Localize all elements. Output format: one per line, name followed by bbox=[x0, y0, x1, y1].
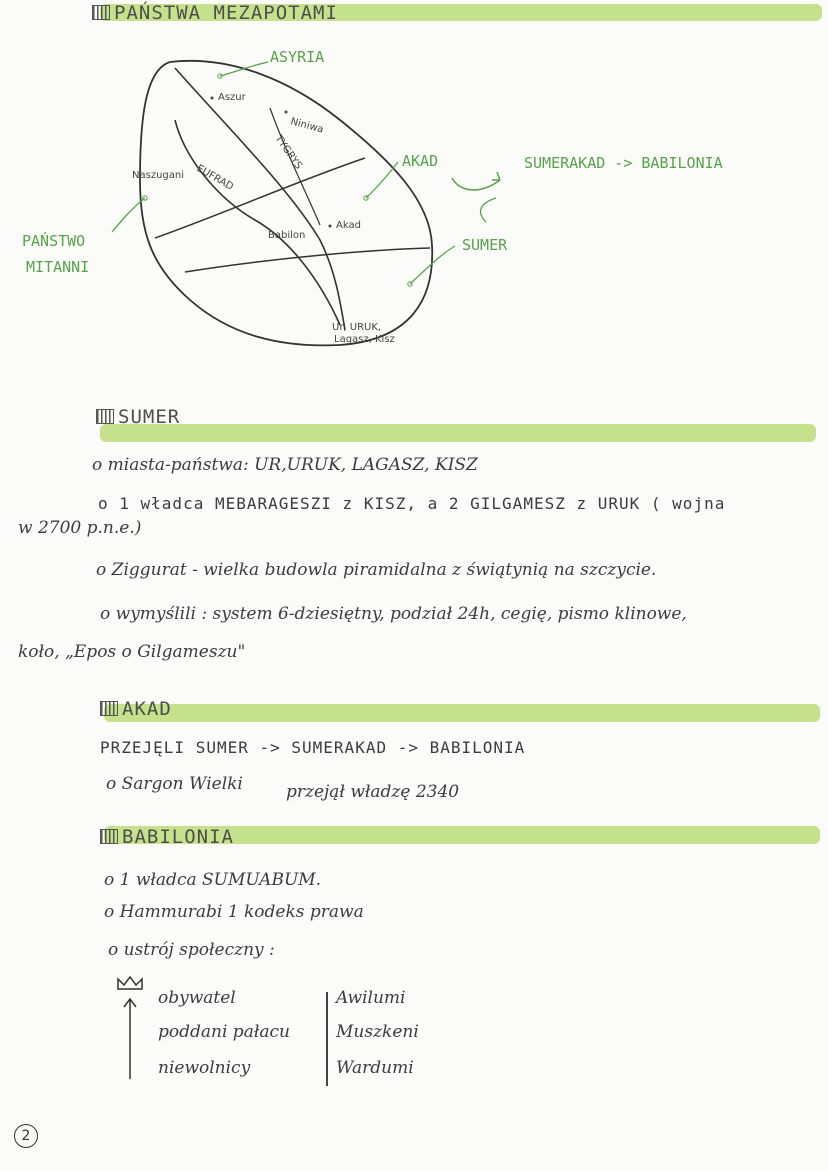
sumer-line-1: o miasta-państwa: UR,URUK, LAGASZ, KISZ bbox=[92, 455, 478, 475]
svg-text:SUMERAKAD -> BABILONIA: SUMERAKAD -> BABILONIA bbox=[524, 154, 723, 172]
mesopotamia-map bbox=[0, 0, 828, 380]
roman-numeral-icon bbox=[100, 829, 118, 844]
svg-text:Niniwa: Niniwa bbox=[289, 116, 325, 136]
babilonia-line-2: o Hammurabi 1 kodeks prawa bbox=[104, 902, 364, 922]
svg-text:TYGRYS: TYGRYS bbox=[272, 133, 304, 172]
social-hierarchy-arrow bbox=[112, 975, 152, 1085]
hierarchy-right-1: Awilumi bbox=[336, 988, 406, 1008]
highlight-bar bbox=[100, 424, 816, 442]
akad-line-1: PRZEJĘLI SUMER -> SUMERAKAD -> BABILONIA bbox=[100, 738, 526, 757]
hierarchy-left-3: niewolnicy bbox=[158, 1058, 251, 1078]
roman-numeral-icon bbox=[96, 409, 114, 424]
crown-icon bbox=[118, 977, 142, 989]
sumer-line-2: o 1 władca MEBARAGESZI z KISZ, a 2 GILGAMESZ z URUK ( wojna bbox=[98, 494, 726, 513]
svg-text:Lagasz, Kisz: Lagasz, Kisz bbox=[334, 334, 395, 345]
page-number: 2 bbox=[14, 1124, 38, 1148]
map-outline bbox=[140, 61, 432, 346]
roman-numeral-icon bbox=[100, 701, 118, 716]
river-eufrad bbox=[175, 120, 340, 325]
sumer-line-3: o Ziggurat - wielka budowla piramidalna z świątynią na szczycie. bbox=[96, 560, 657, 580]
section-heading-akad: AKAD bbox=[100, 698, 172, 720]
svg-text:Akad: Akad bbox=[336, 220, 361, 231]
akad-line-2b: przejął władzę 2340 bbox=[286, 782, 460, 802]
map-border-1 bbox=[155, 158, 365, 238]
svg-text:Aszur: Aszur bbox=[218, 92, 246, 103]
svg-text:PAŃSTWO: PAŃSTWO bbox=[22, 232, 86, 250]
sumer-line-2b: w 2700 p.n.e.) bbox=[18, 518, 142, 538]
highlight-bar bbox=[104, 704, 820, 722]
svg-text:EUFRAD: EUFRAD bbox=[194, 163, 236, 193]
hierarchy-right-3: Wardumi bbox=[336, 1058, 414, 1078]
svg-text:Ur, URUK,: Ur, URUK, bbox=[332, 322, 382, 333]
river-tygrys bbox=[175, 68, 345, 330]
sumer-line-4b: koło, „Epos o Gilgameszu" bbox=[18, 642, 246, 662]
hierarchy-divider bbox=[326, 992, 328, 1086]
svg-text:AKAD: AKAD bbox=[402, 152, 439, 170]
svg-text:ASYRIA: ASYRIA bbox=[270, 48, 325, 66]
hierarchy-right-2: Muszkeni bbox=[336, 1022, 419, 1042]
section-heading-sumer: SUMER bbox=[96, 406, 180, 428]
svg-text:SUMER: SUMER bbox=[462, 236, 508, 254]
akad-line-2a: o Sargon Wielki bbox=[106, 774, 243, 794]
babilonia-line-1: o 1 władca SUMUABUM. bbox=[104, 870, 322, 890]
svg-text:Naszugani: Naszugani bbox=[132, 170, 184, 181]
babilonia-line-3: o ustrój społeczny : bbox=[108, 940, 275, 960]
hierarchy-left-2: poddani pałacu bbox=[158, 1022, 290, 1042]
svg-text:Babilon: Babilon bbox=[268, 230, 306, 241]
section-heading-babilonia: BABILONIA bbox=[100, 826, 234, 848]
sumer-line-4: o wymyślili : system 6-dziesiętny, podział 24h, cegię, pismo klinowe, bbox=[100, 604, 687, 624]
svg-text:MITANNI: MITANNI bbox=[26, 258, 90, 276]
section-heading-panstwa: PAŃSTWA MEZAPOTAMI bbox=[92, 2, 338, 24]
hierarchy-left-1: obywatel bbox=[158, 988, 236, 1008]
